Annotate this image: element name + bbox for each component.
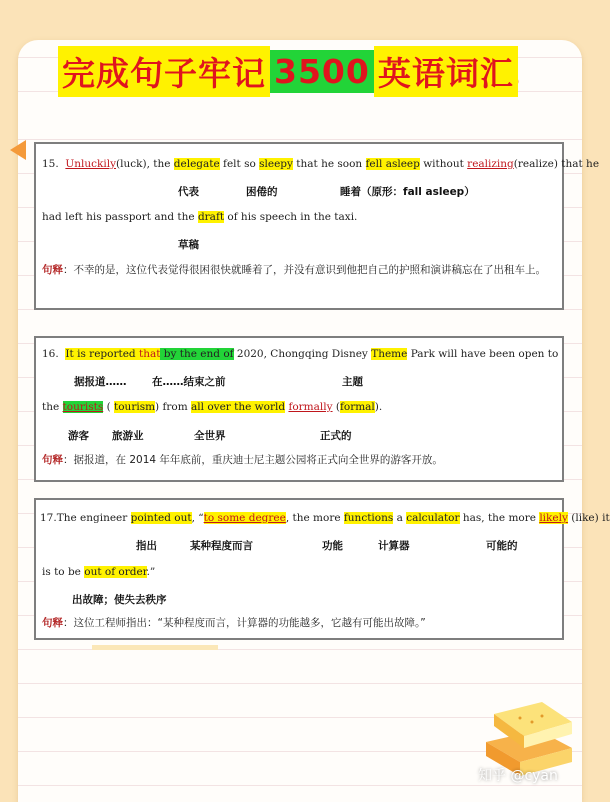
gloss-youke: 游客 xyxy=(68,430,89,442)
gloss-lvyouye: 旅游业 xyxy=(112,430,144,442)
translation-15: 句释：不幸的是，这位代表觉得很困很快就睡着了，并没有意识到他把自己的护照和演讲稿忘在了出租车上。 xyxy=(42,264,546,276)
gloss-shuizhao: 睡着（原形：fall asleep） xyxy=(340,186,475,198)
sentence-15-line-2: had left his passport and the draft of his speech in the taxi. xyxy=(42,211,358,223)
title-part-3: 英语词汇 xyxy=(374,46,518,97)
gloss-kunjuan: 困倦的 xyxy=(246,186,278,198)
translation-16: 句释：据报道，在 2014 年年底前，重庆迪士尼主题公园将正式向全世界的游客开放。 xyxy=(42,454,443,466)
gloss-zhengshide: 正式的 xyxy=(320,430,352,442)
gloss-daibiao: 代表 xyxy=(178,186,199,198)
sentence-card-15 xyxy=(34,142,600,310)
watermark: 知乎 @cyan xyxy=(478,768,558,784)
sentence-17-line-2: is to be out of order.” xyxy=(42,566,156,578)
highlighter-stroke xyxy=(92,645,218,650)
translation-17: 句释：这位工程师指出：“某种程度而言，计算器的功能越多，它越有可能出故障。” xyxy=(42,617,426,629)
gloss-jubaodao: 据报道…… xyxy=(74,376,127,388)
sentence-16-line-2: the tourists ( tourism) from all over the world formally (formal). xyxy=(42,401,383,413)
gloss-gongneng: 功能 xyxy=(322,540,343,552)
gloss-quanshijie: 全世界 xyxy=(194,430,226,442)
gloss-mouzhongchengdu: 某种程度而言 xyxy=(190,540,253,552)
sentence-card-16 xyxy=(34,336,564,482)
sentence-card-17 xyxy=(34,498,610,640)
gloss-jisuanqi: 计算器 xyxy=(378,540,410,552)
page-title xyxy=(58,45,518,97)
gloss-zhuti: 主题 xyxy=(342,376,363,388)
orange-triangle-decoration xyxy=(10,140,26,160)
gloss-zhichu: 指出 xyxy=(136,540,157,552)
title-part-1: 完成句子牢记 xyxy=(58,46,270,97)
sentence-17-line-1: 17.The engineer pointed out, “to some degree, the more functions a calculator has, the more likely (like) it xyxy=(40,512,610,524)
sentence-16-line-1: 16. It is reported that by the end of 2020, Chongqing Disney Theme Park will have been open to xyxy=(42,348,559,360)
title-part-2: 3500 xyxy=(270,50,374,93)
sentence-15-line-1: 15. Unluckily(luck), the delegate felt so sleepy that he soon fell asleep without realizing(realize) that he xyxy=(42,158,600,170)
gloss-caogao: 草稿 xyxy=(178,239,199,251)
gloss-chuguzhang: 出故障；使失去秩序 xyxy=(72,594,167,606)
gloss-kenengde: 可能的 xyxy=(486,540,518,552)
gloss-zaijieshuqian: 在……结束之前 xyxy=(152,376,226,388)
